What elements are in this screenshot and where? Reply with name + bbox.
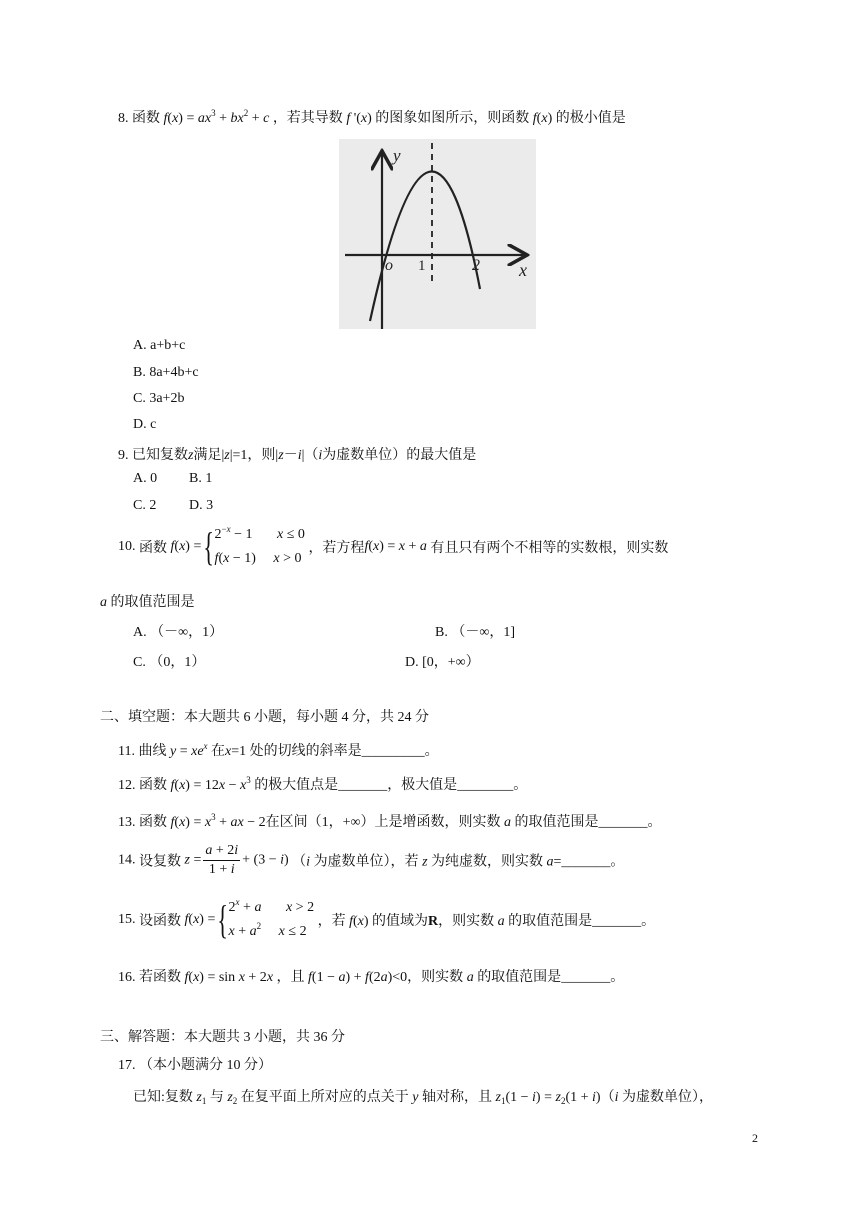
x-axis-label: x xyxy=(519,260,527,280)
q10-option-d: D. [0，+∞） xyxy=(405,655,480,670)
tick-label-2: 2 xyxy=(472,257,480,274)
q8-option-c: C. 3a+2b xyxy=(133,391,185,406)
question-11: 11. 曲线 $y = xe^x$ 在x=1 处的切线的斜率是_________。 xyxy=(118,741,439,759)
piecewise-definition: $2^{-x} - 1$ x ≤ 0 f(x − 1) x > 0 xyxy=(214,524,305,566)
question-number: 8. xyxy=(118,111,129,126)
q9-option-d: D. 3 xyxy=(189,498,214,513)
q8-option-a: A. a+b+c xyxy=(133,338,186,353)
math-expression: f xyxy=(163,111,168,126)
question-8: 8. 函数 $f(x) = ax^3 + bx^2 + c$ ，若其导数 f '(x) 的图象如图所示，则函数 f(x) 的极小值是 xyxy=(118,108,626,126)
q10-option-a: A. （－∞，1） xyxy=(133,625,224,640)
q9-option-c: C. 2 xyxy=(133,498,157,513)
answer-blank[interactable]: _______ xyxy=(592,914,642,929)
origin-label: o xyxy=(385,257,393,274)
piecewise-definition: $2^x + a$ x > 2 $x + a^2$ x ≤ 2 xyxy=(228,897,315,939)
y-axis-label: y xyxy=(393,146,401,165)
question-12: 12. 函数 $f(x) = 12x - x^3$ 的极大值点是_______，极大值是________。 xyxy=(118,775,528,793)
answer-blank[interactable]: _______ xyxy=(561,970,611,985)
q9-option-b: B. 1 xyxy=(189,471,213,486)
answer-blank[interactable]: _________ xyxy=(361,744,425,759)
answer-blank[interactable]: ________ xyxy=(457,778,514,793)
q8-option-b: B. 8a+4b+c xyxy=(133,365,199,380)
derivative-curve xyxy=(370,172,480,321)
page-number: 2 xyxy=(752,1131,758,1145)
question-14: 14. 设复数 z = $\frac{a + 2i}{1 + i}$ + (3 − i) （i 为虚数单位），若 z 为纯虚数，则实数 a=_______。 xyxy=(118,843,625,877)
section-2-title: 二、填空题：本大题共 6 小题，每小题 4 分，共 24 分 xyxy=(100,710,429,725)
section-3-title: 三、解答题：本大题共 3 小题，共 36 分 xyxy=(100,1030,345,1045)
fraction: $\frac{a + 2i}{1 + i}$ xyxy=(205,843,239,877)
question-13: 13. 函数 $f(x) = x^3$ + ax − 2在区间（1，+∞）上是增函数，则实数 a 的取值范围是_______。 xyxy=(118,812,662,830)
answer-blank[interactable]: _______ xyxy=(338,778,388,793)
question-16: 16. 若函数 f(x) = sin x + 2x ，且 f(1 − a) + f(2a)<0，则实数 a 的取值范围是_______。 xyxy=(118,970,625,985)
question-10: 10. 函数 $f(x) =\{2^{-x} - 1$ x ≤ 0 f(x − 1) x > 0 ，若方程f(x) = x + a 有且只有两个不相等的实数根，则实数 xyxy=(118,524,669,569)
question-15: 15. 设函数 $f(x) =\{2^x + a$ x > 2 $x + a^2$ x ≤ 2 ，若 f(x) 的值域为R，则实数 a 的取值范围是_______。 xyxy=(118,897,656,942)
derivative-graph xyxy=(339,139,536,329)
tick-label-1: 1 xyxy=(418,258,426,274)
q10-option-c: C. （0，1） xyxy=(133,655,206,670)
question-17-body: 已知:复数 $z_1$ 与 $z_2$ 在复平面上所对应的点关于 y 轴对称，且 $z_1(1 - i) = z_2(1 + i)(i$ 为虚数单位）， xyxy=(133,1090,713,1106)
question-9: 9. 已知复数z满足|z|=1，则|z－i|（i为虚数单位）的最大值是 xyxy=(118,448,477,463)
q8-option-d: D. c xyxy=(133,417,157,432)
answer-blank[interactable]: _______ xyxy=(598,815,648,830)
q9-option-a: A. 0 xyxy=(133,471,158,486)
question-10-line2: a 的取值范围是 xyxy=(100,595,195,610)
answer-blank[interactable]: _______ xyxy=(561,854,611,870)
math-expression: f(x) = xyxy=(170,539,202,554)
q10-option-b: B. （－∞，1] xyxy=(435,625,515,640)
question-17: 17. （本小题满分 10 分） xyxy=(118,1058,272,1073)
